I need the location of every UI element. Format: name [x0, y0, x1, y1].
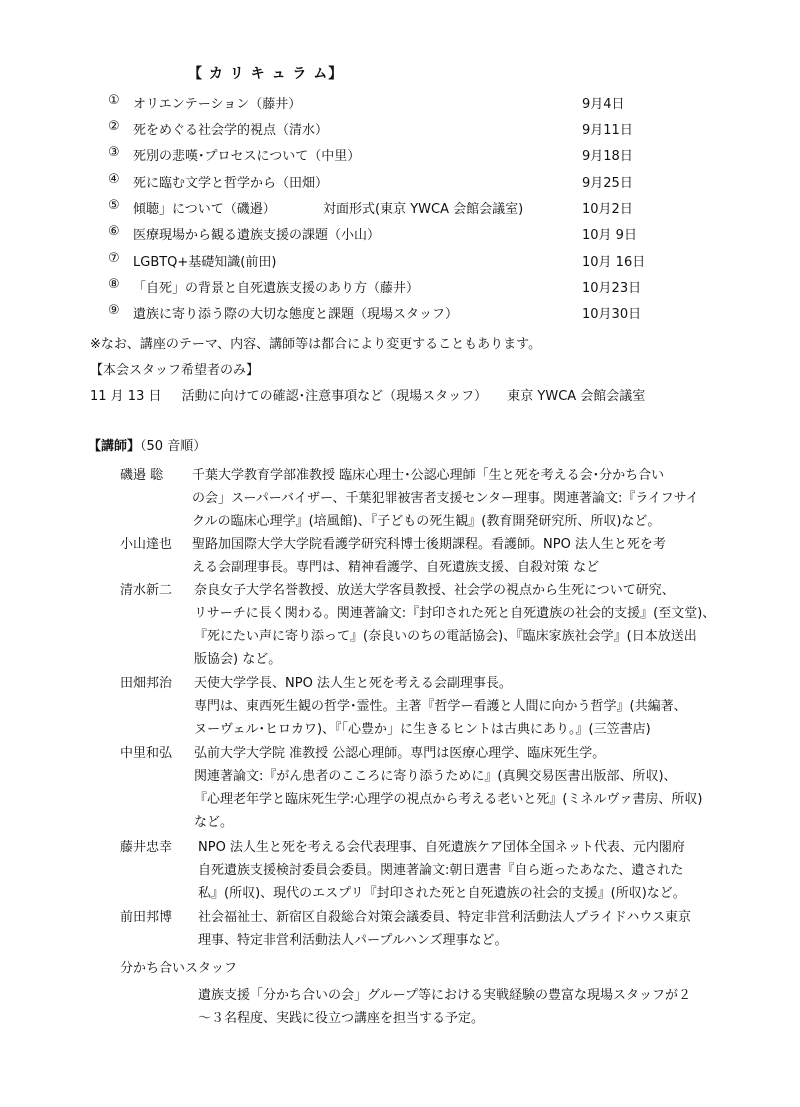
- description-line: リサーチに長く関わる。関連著論文:『封印された死と自死遺族の社会的支援』(至文堂)、: [194, 606, 716, 621]
- description-line: 奈良女子大学名誉教授、放送大学客員教授、社会学の視点から生死について研究、: [194, 583, 675, 598]
- lecturer-description: [192, 533, 666, 579]
- description-line: 私』(所収)、現代のエスプリ『封印された死と自死遺族の社会的支援』(所収)など。: [198, 886, 686, 901]
- lecturer-name: 前田邦博: [120, 910, 173, 925]
- item-format: 対面形式(東京 YWCA 会館会議室): [323, 202, 524, 217]
- staff-only-title: 【本会スタッフ希望者のみ】: [90, 363, 260, 378]
- staff-session-place: 東京 YWCA 会館会議室: [507, 389, 646, 404]
- lecturer-description: [192, 464, 699, 533]
- description-line: 関連著論文:『がん患者のこころに寄り添うために』(真興交易医書出版部、所収)、: [194, 769, 677, 784]
- staff-only-session: [90, 389, 661, 405]
- description-line: 聖路加国際大学大学院看護学研究科博士後期課程。看護師。NPO 法人生と死を考: [192, 537, 666, 552]
- curriculum-title: 【 カ リ キ ュ ラ ム】: [188, 66, 344, 82]
- item-date: 9月4日: [582, 97, 625, 112]
- lecturer-name: 藤井忠幸: [120, 840, 173, 855]
- description-line: 千葉大学教育学部准教授 臨床心理士･公認心理師「生と死を考える会･分かち合い: [192, 468, 665, 483]
- description-line: 遺族支援「分かち合いの会」グループ等における実戦経験の豊富な現場スタッフが２: [198, 988, 691, 1003]
- item-title: 医療現場から観る遺族支援の課題（小山）: [133, 228, 381, 243]
- item-title: オリエンテーション（藤井）: [133, 97, 302, 112]
- item-date: 10月23日: [582, 281, 642, 296]
- item-title: 死別の悲嘆･プロセスについて（中里）: [133, 149, 361, 164]
- lecturers-heading: [88, 439, 206, 455]
- lecturer-name: 中里和弘: [120, 746, 173, 761]
- staff-session-date: 11 月 13 日: [90, 389, 162, 404]
- description-line: 『心理老年学と臨床死生学:心理学の視点から考える老いと死』(ミネルヴァ書房、所収): [194, 792, 703, 807]
- item-title: LGBTQ+基礎知識(前田): [133, 255, 277, 270]
- lecturers-title: 【講師】: [88, 439, 141, 454]
- item-number: ⑥: [108, 224, 120, 239]
- description-line: 弘前大学大学院 准教授 公認心理師。専門は医療心理学、臨床死生学。: [194, 746, 606, 761]
- lecturer-description: [198, 984, 691, 1030]
- description-line: 『死にたい声に寄り添って』(奈良いのちの電話協会)、『臨床家族社会学』(日本放送出: [194, 629, 697, 644]
- item-date: 10月30日: [582, 307, 642, 322]
- curriculum-note: ※なお、講座のテーマ、内容、講師等は都合により変更することもあります。: [90, 337, 542, 352]
- lecturer-description: [198, 836, 686, 905]
- item-number: ②: [108, 119, 120, 134]
- description-line: の会」スーパーバイザー、千葉犯罪被害者支援センター理事。関連著論文:『ライフサイ: [192, 491, 699, 506]
- curriculum-item: [108, 119, 668, 137]
- description-line: 自死遺族支援検討委員会委員。関連著論文:朝日選書『自ら逝ったあなた、遺された: [198, 863, 684, 878]
- description-line: 理事、特定非営利活動法人パープルハンズ理事など。: [198, 933, 508, 948]
- item-number: ⑧: [108, 277, 120, 292]
- lecturers-order-note: （50 音順）: [140, 439, 207, 454]
- lecturer-name: 清水新二: [120, 583, 173, 598]
- description-line: える会副理事長。専門は、精神看護学、自死遺族支援、自殺対策 など: [192, 560, 600, 575]
- item-title: 死に臨む文学と哲学から（田畑）: [133, 176, 329, 191]
- item-date: 10月2日: [582, 202, 633, 217]
- item-number: ⑨: [108, 303, 120, 318]
- lecturer-name: 分かち合いスタッフ: [120, 961, 238, 976]
- curriculum-item: [108, 277, 668, 295]
- item-date: 9月18日: [582, 149, 633, 164]
- curriculum-item: [108, 145, 668, 163]
- item-number: ⑦: [108, 251, 120, 266]
- lecturer-description: [194, 742, 702, 834]
- curriculum-item: [108, 224, 668, 242]
- lecturer-description: [194, 579, 715, 671]
- item-title: 死をめぐる社会学的視点（清水）: [133, 123, 329, 138]
- curriculum-item: [108, 303, 668, 321]
- description-line: クルの臨床心理学』(培風館)、『子どもの死生観』(教育開発研究所、所収)など。: [192, 514, 661, 529]
- item-number: ④: [108, 172, 120, 187]
- curriculum-item: [108, 251, 668, 269]
- item-date: 9月25日: [582, 176, 633, 191]
- item-date: 9月11日: [582, 123, 633, 138]
- description-line: など。: [194, 815, 234, 830]
- item-title: 「自死」の背景と自死遺族支援のあり方（藤井）: [133, 281, 420, 296]
- item-title: 遺族に寄り添う際の大切な態度と課題（現場スタッフ）: [133, 307, 459, 322]
- item-number: ③: [108, 145, 120, 160]
- lecturer-name: 田畑邦治: [120, 676, 173, 691]
- curriculum-item: [108, 93, 668, 111]
- curriculum-item: [108, 198, 668, 216]
- item-number: ⑤: [108, 198, 120, 213]
- lecturer-description: [194, 672, 687, 741]
- description-line: 専門は、東西死生観の哲学･霊性。主著『哲学ー看護と人間に向かう哲学』(共編著、: [194, 699, 687, 714]
- item-number: ①: [108, 93, 120, 108]
- item-date: 10月 16日: [582, 255, 646, 270]
- item-title: 傾聴」について（磯邉）: [133, 202, 276, 217]
- description-line: ヌーヴェル･ヒロカワ)、『「心豊か」に生きるヒントは古典にあり。』(三笠書店): [194, 722, 651, 737]
- staff-session-content: 活動に向けての確認･注意事項など（現場スタッフ）: [181, 389, 488, 404]
- description-line: 版協会) など。: [194, 652, 282, 667]
- lecturer-name: 磯邉 聡: [120, 468, 164, 483]
- item-date: 10月 9日: [582, 228, 637, 243]
- description-line: 天使大学学長、NPO 法人生と死を考える会副理事長。: [194, 676, 512, 691]
- curriculum-item: [108, 172, 668, 190]
- description-line: NPO 法人生と死を考える会代表理事、自死遺族ケア団体全国ネット代表、元内閣府: [198, 840, 685, 855]
- description-line: 社会福祉士、新宿区自殺総合対策会議委員、特定非営利活動法人プライドハウス東京: [198, 910, 691, 925]
- lecturer-name: 小山達也: [120, 537, 173, 552]
- description-line: ～３名程度、実践に役立つ講座を担当する予定。: [198, 1011, 485, 1026]
- lecturer-description: [198, 906, 691, 952]
